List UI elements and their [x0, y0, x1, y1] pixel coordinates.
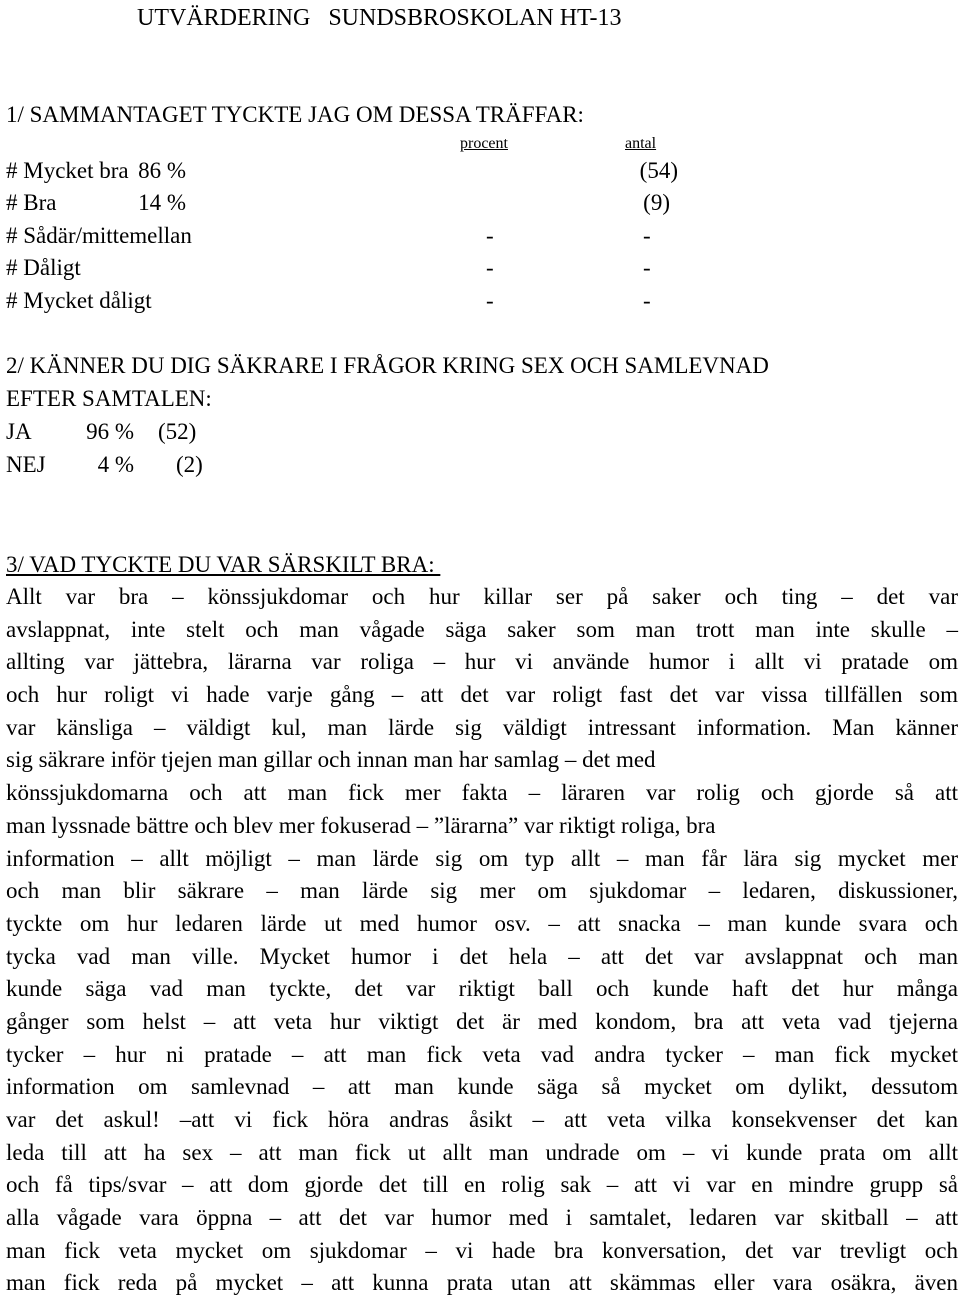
section-2-heading: 2/ KÄNNER DU DIG SÄKRARE I FRÅGOR KRING SEX OCH SAMLEVNAD	[6, 353, 769, 378]
text-line: allting var jättebra, lärarna var roliga – hur vi använde humor i allt vi pratade om	[6, 649, 958, 675]
rating-row	[6, 155, 706, 187]
rating-procent: -	[486, 288, 494, 313]
rating-label: # Mycket dåligt	[6, 288, 152, 313]
answer-procent: 96 %	[86, 419, 134, 444]
text-line: information om samlevnad – att man kunde säga så mycket om dylikt, dessutom	[6, 1074, 958, 1100]
text-line: alla vågade vara öppna – att det var humor med i samtalet, ledaren var skitball – att	[6, 1205, 958, 1231]
answer-antal: (2)	[176, 452, 203, 477]
rating-antal: (54)	[639, 158, 678, 183]
rating-procent: -	[486, 255, 494, 280]
text-line: könssjukdomarna och att man fick mer fakta – läraren var rolig och gjorde så att	[6, 780, 958, 806]
text-line: och man blir säkrare – man lärde sig mer om sjukdomar – ledaren, diskussioner,	[6, 878, 958, 904]
rating-row	[6, 285, 706, 317]
text-line: information – allt möjligt – man lärde sig om typ allt – man får lära sig mycket mer	[6, 845, 958, 871]
text-line: var det askul! –att vi fick höra andras åsikt – att veta vilka konsekvenser det kan	[6, 1107, 958, 1132]
text-line: gånger som helst – att veta hur viktigt det är med kondom, bra att veta vad tjejerna	[6, 1008, 958, 1034]
answer-antal: (52)	[158, 419, 197, 444]
answer-label: NEJ	[6, 452, 46, 477]
column-header-procent: procent	[460, 135, 508, 152]
rating-antal: -	[643, 255, 651, 280]
answer-procent: 4 %	[97, 452, 134, 477]
rating-row	[6, 220, 706, 252]
text-line: leda till att ha sex – att man fick ut allt man undrade om – vi kunde prata om allt	[6, 1139, 958, 1165]
rating-label: # Bra	[6, 190, 57, 215]
document-title: UTVÄRDERING SUNDSBROSKOLAN HT-13	[137, 5, 622, 31]
text-line: tycker – hur ni pratade – att man fick veta vad andra tycker – man fick mycket	[6, 1041, 958, 1067]
rating-label: # Dåligt	[6, 255, 81, 280]
rating-procent: 14 %	[138, 190, 186, 215]
column-header-antal: antal	[625, 135, 657, 152]
rating-row	[6, 187, 706, 219]
section-1-heading: 1/ SAMMANTAGET TYCKTE JAG OM DESSA TRÄFFAR:	[6, 102, 584, 127]
free-text-answers	[6, 581, 958, 1300]
rating-procent: -	[486, 223, 494, 248]
rating-label: # Mycket bra	[6, 158, 129, 183]
text-line: man fick reda på mycket – att kunna prata utan att skämmas eller vara osäkra, även	[6, 1270, 958, 1296]
rating-label: # Sådär/mittemellan	[6, 223, 192, 248]
answer-label: JA	[6, 419, 32, 444]
text-line: och få tips/svar – att dom gjorde det till en rolig sak – att vi var en mindre grupp så	[6, 1172, 958, 1198]
text-line: var känsliga – väldigt kul, man lärde sig väldigt intressant information. Man känner	[6, 714, 958, 740]
text-line: kunde säga vad man tyckte, det var riktigt ball och kunde haft det hur många	[6, 976, 958, 1002]
text-line: Allt var bra – könssjukdomar och hur killar ser på saker och ting – det var	[6, 584, 958, 609]
rating-antal: (9)	[643, 190, 670, 215]
rating-antal: -	[643, 223, 651, 248]
rating-row	[6, 252, 706, 284]
section-3-heading: 3/ VAD TYCKTE DU VAR SÄRSKILT BRA:	[6, 552, 441, 577]
text-line: och hur roligt vi hade varje gång – att det var roligt fast det var vissa tillfällen som	[6, 682, 958, 708]
text-line: tycka vad man ville. Mycket humor i det hela – att det var avslappnat och man	[6, 943, 958, 969]
text-line: tyckte om hur ledaren lärde ut med humor osv. – att snacka – man kunde svara och	[6, 910, 958, 936]
section-2-heading-continued: EFTER SAMTALEN:	[6, 386, 212, 411]
text-line: avslappnat, inte stelt och man vågade säga saker som man trott man inte skulle –	[6, 616, 958, 642]
rating-procent: 86 %	[138, 158, 186, 183]
text-line: sig säkrare inför tjejen man gillar och innan man har samlag – det med	[6, 747, 656, 773]
text-line: man fick veta mycket om sjukdomar – vi hade bra konversation, det var trevligt och	[6, 1237, 958, 1263]
rating-antal: -	[643, 288, 651, 313]
text-line: man lyssnade bättre och blev mer fokuserad – ”lärarna” var riktigt roliga, bra	[6, 812, 716, 838]
